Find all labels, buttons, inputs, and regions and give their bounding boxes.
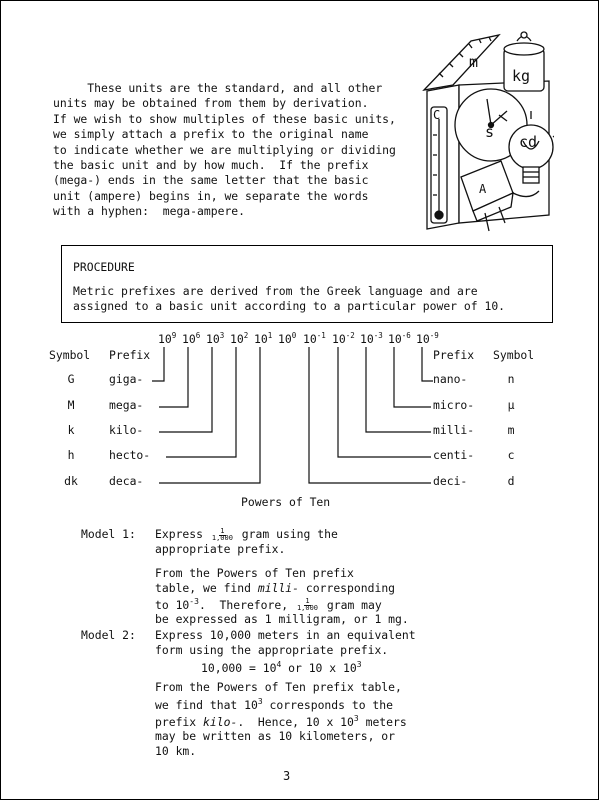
prefix-left: deca- <box>109 474 144 488</box>
power-of-ten-label: $10^3$ <box>206 331 225 346</box>
prefix-right: centi- <box>433 448 475 462</box>
leader-line <box>159 347 188 407</box>
leader-line <box>152 347 164 381</box>
second-label: s <box>485 123 495 141</box>
prefix-right: deci- <box>433 474 468 488</box>
model-2-equation: $10,000 = 10^4$ or 10 x $10^3$ <box>201 660 362 675</box>
prefix-left: mega- <box>109 398 144 412</box>
symbol-right: c <box>507 448 515 462</box>
prefix-right: nano- <box>433 372 468 386</box>
intro-paragraph: These units are the standard, and all other units may be obtained from them by derivation. If we wish to show multiples of these basic units, we simply attach a prefix to the original name to indicate whether we are multiplying or dividing the basic unit and by how much. If the prefix (mega-) ends in the same letter that the basic unit (ampere) begins in, we separate the words with a hyphen: mega-ampere. <box>53 81 396 219</box>
prefix-left: giga- <box>109 372 144 386</box>
power-of-ten-label: $10^{-3}$ <box>360 331 383 346</box>
power-of-ten-label: $10^0$ <box>278 331 297 346</box>
power-of-ten-label: $10^{-9}$ <box>416 331 439 346</box>
power-of-ten-label: $10^6$ <box>182 331 201 346</box>
symbol-right: n <box>507 372 515 386</box>
ampere-label: A <box>479 182 487 196</box>
prefix-left: hecto- <box>109 448 151 462</box>
prefix-right: milli- <box>433 423 475 437</box>
symbol-right: d <box>507 474 515 488</box>
power-of-ten-label: $10^{-6}$ <box>388 331 411 346</box>
header-prefix-right: Prefix <box>433 348 475 362</box>
celsius-label: C <box>433 108 441 122</box>
power-of-ten-label: $10^{-1}$ <box>303 331 326 346</box>
table-caption: Powers of Ten <box>241 495 331 509</box>
power-of-ten-label: $10^2$ <box>230 331 249 346</box>
symbol-left: dk <box>64 474 78 488</box>
leader-line <box>422 347 433 381</box>
symbol-left: h <box>67 448 75 462</box>
leader-line <box>309 347 431 483</box>
prefix-right: micro- <box>433 398 475 412</box>
symbol-left: G <box>67 372 75 386</box>
symbol-left: k <box>67 423 75 437</box>
prefix-left: kilo- <box>109 423 144 437</box>
procedure-text: Metric prefixes are derived from the Greek language and are assigned to a basic unit according to a particular power of 10. <box>73 283 506 313</box>
model-2-label: Model 2: <box>81 628 136 642</box>
model-1-label: Model 1: <box>81 527 136 541</box>
fraction-one-thousandth-2: $\frac{1}{1,000}$ <box>296 597 319 613</box>
power-of-ten-label: $10^{-2}$ <box>332 331 355 346</box>
model-2-statement: Express 10,000 meters in an equivalent form using the appropriate prefix. <box>155 628 416 657</box>
leader-line <box>159 347 260 483</box>
header-prefix-left: Prefix <box>109 348 151 362</box>
leader-line <box>338 347 431 457</box>
page-number: 3 <box>283 769 291 783</box>
symbol-left: M <box>67 398 75 412</box>
candela-label: cd <box>519 133 538 151</box>
procedure-title: PROCEDURE <box>73 260 135 274</box>
symbol-right: m <box>507 423 515 437</box>
fraction-one-thousandth: $\frac{1}{1,000}$ <box>211 526 233 542</box>
leader-line <box>166 347 236 457</box>
model-1-explanation: From the Powers of Ten prefix table, we find milli- corresponding to $10^{-3}$. Therefore, $\frac{1}{1,000}$ gram may be expressed as 1 milligram, or 1 mg. <box>155 566 409 627</box>
kilogram-label: kg <box>512 67 531 85</box>
leader-line <box>366 347 431 432</box>
header-symbol-right: Symbol <box>493 348 535 362</box>
leader-line <box>394 347 431 407</box>
leader-line <box>159 347 212 432</box>
header-symbol-left: Symbol <box>49 348 91 362</box>
model-1-statement: Express $\frac{1}{1,000}$ gram using the appropriate prefix. <box>155 526 338 556</box>
powers-of-ten-table <box>1 1 598 521</box>
power-of-ten-label: $10^9$ <box>158 331 177 346</box>
symbol-right: µ <box>507 398 515 412</box>
power-of-ten-label: $10^1$ <box>254 331 273 346</box>
model-2-explanation: From the Powers of Ten prefix table, we find that $10^3$ corresponds to the prefix kilo-. Hence, 10 x $10^3$ meters may be written as 10 kilometers, or 10 km. <box>155 680 407 758</box>
meter-label: m <box>469 53 479 71</box>
